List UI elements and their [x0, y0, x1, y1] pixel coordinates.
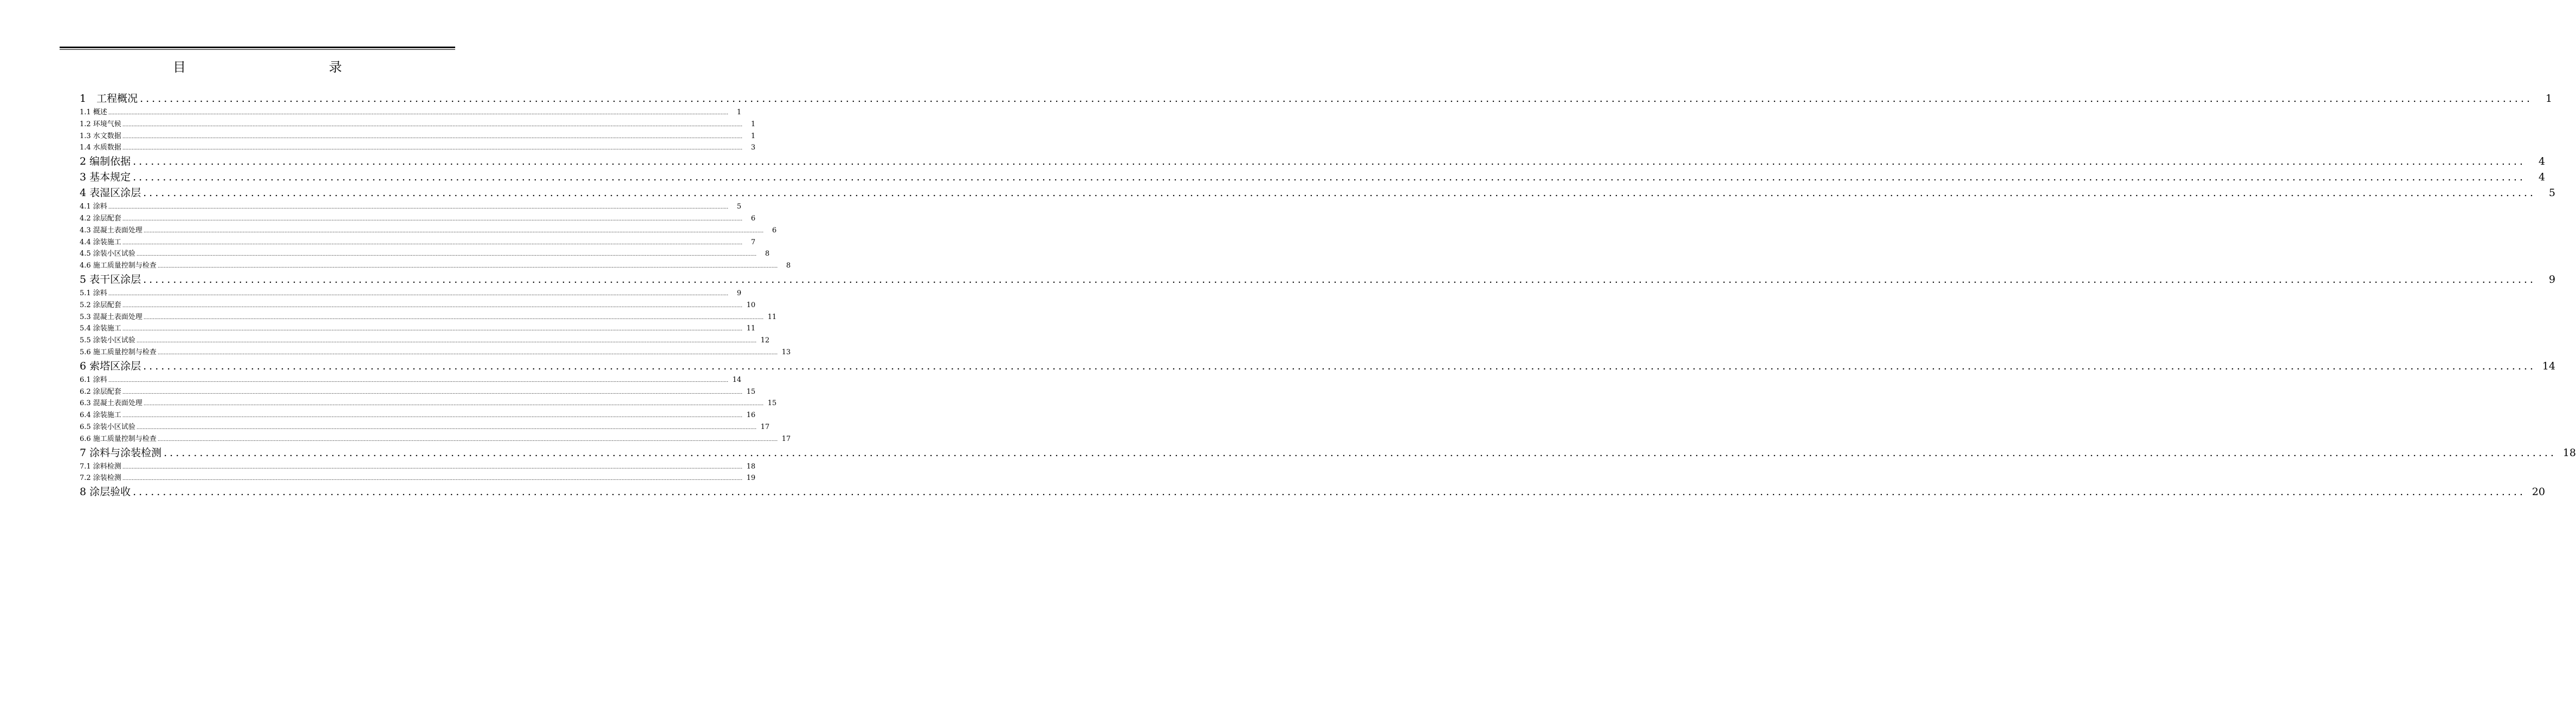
toc-entry-text: 1.2 环境气候 [80, 120, 121, 128]
toc-page-number: 8 [786, 262, 791, 270]
toc-page-number: 11 [767, 313, 777, 321]
toc-page-number: 11 [746, 324, 756, 333]
toc-page-number: 12 [760, 336, 770, 345]
toc-entry-text: 6.4 涂装施工 [80, 411, 121, 420]
toc-entry-text: 5.5 涂装小区试验 [80, 336, 135, 345]
toc-chapter-entry[interactable] [80, 272, 2555, 288]
toc-dot-leader: ................................................................................................................................................................................................................................................................................................................................................................................................................ [136, 339, 757, 344]
toc-dot-leader: ................................................................................................................................................................................................................................................................................................................................................................................................................ [122, 122, 743, 128]
toc-section-entry[interactable] [80, 410, 756, 421]
toc-dot-leader: ................................................................................................................................................................................................................................................................................................................................................................................................................ [122, 464, 743, 470]
toc-entry-text: 5.3 混凝土表面处理 [80, 313, 143, 321]
toc-dot-leader: ................................................................................................................................................................................................................................................................................................................................................................................................................ [164, 446, 2556, 459]
toc-page-number: 15 [767, 399, 777, 408]
toc-section-entry[interactable] [80, 260, 791, 272]
toc-entry-text: 5 表干区涂层 [80, 273, 141, 285]
toc-dot-leader: ................................................................................................................................................................................................................................................................................................................................................................................................................ [140, 93, 2533, 105]
toc-entry-text: 1 工程概况 [80, 93, 138, 105]
toc-dot-leader: ................................................................................................................................................................................................................................................................................................................................................................................................................ [143, 360, 2536, 372]
toc-section-entry[interactable] [80, 288, 742, 300]
toc-entry-text: 4.4 涂装施工 [80, 238, 121, 246]
toc-entry-text: 1.4 水质数据 [80, 144, 121, 152]
toc-dot-leader: ................................................................................................................................................................................................................................................................................................................................................................................................................ [133, 155, 2526, 168]
toc-entry-text: 5.6 施工质量控制与检查 [80, 348, 157, 356]
toc-section-entry[interactable] [80, 201, 742, 213]
toc-chapter-entry[interactable] [80, 185, 2555, 201]
toc-entry-text: 4.2 涂层配套 [80, 214, 121, 223]
toc-chapter-entry[interactable] [80, 445, 2576, 461]
toc-dot-leader: ................................................................................................................................................................................................................................................................................................................................................................................................................ [122, 134, 743, 140]
toc-entry-text: 6.1 涂料 [80, 375, 107, 384]
toc-dot-leader: ................................................................................................................................................................................................................................................................................................................................................................................................................ [108, 378, 729, 384]
toc-page-number: 5 [736, 203, 742, 211]
toc-page-number: 19 [746, 474, 756, 483]
toc-dot-leader: ................................................................................................................................................................................................................................................................................................................................................................................................................ [108, 291, 729, 297]
toc-entry-text: 3 基本规定 [80, 171, 131, 184]
toc-section-entry[interactable] [80, 225, 777, 237]
toc-entry-text: 4 表湿区涂层 [80, 187, 141, 199]
toc-dot-leader: ................................................................................................................................................................................................................................................................................................................................................................................................................ [122, 476, 743, 482]
toc-entry-text: 2 编制依据 [80, 155, 131, 168]
toc-entry-text: 7 涂料与涂装检测 [80, 446, 162, 459]
toc-page-number: 9 [2548, 273, 2555, 285]
toc-section-entry[interactable] [80, 300, 756, 311]
toc-dot-leader: ................................................................................................................................................................................................................................................................................................................................................................................................................ [122, 303, 743, 309]
toc-page-number: 18 [2562, 446, 2576, 459]
toc-section-entry[interactable] [80, 119, 756, 131]
toc-entry-text: 8 涂层验收 [80, 486, 131, 498]
toc-section-entry[interactable] [80, 248, 770, 260]
toc-section-entry[interactable] [80, 335, 770, 347]
table-of-contents [80, 91, 2576, 500]
toc-section-entry[interactable] [80, 213, 756, 225]
toc-dot-leader: ................................................................................................................................................................................................................................................................................................................................................................................................................ [122, 216, 743, 222]
toc-dot-leader: ................................................................................................................................................................................................................................................................................................................................................................................................................ [157, 437, 778, 443]
toc-dot-leader: ................................................................................................................................................................................................................................................................................................................................................................................................................ [157, 264, 778, 270]
toc-dot-leader: ................................................................................................................................................................................................................................................................................................................................................................................................................ [108, 205, 729, 211]
toc-dot-leader: ................................................................................................................................................................................................................................................................................................................................................................................................................ [122, 389, 743, 395]
toc-entry-text: 5.4 涂装施工 [80, 324, 121, 333]
toc-page-number: 1 [750, 132, 756, 140]
toc-dot-leader: ................................................................................................................................................................................................................................................................................................................................................................................................................ [122, 327, 743, 333]
toc-section-entry[interactable] [80, 323, 756, 335]
toc-section-entry[interactable] [80, 311, 777, 323]
toc-section-entry[interactable] [80, 421, 770, 433]
header-rule-thick [60, 47, 455, 48]
toc-section-entry[interactable] [80, 472, 756, 484]
toc-page-number: 13 [781, 348, 791, 356]
toc-chapter-entry[interactable] [80, 170, 2545, 185]
toc-entry-text: 5.2 涂层配套 [80, 301, 121, 309]
toc-title: 目 录 [173, 60, 381, 75]
toc-entry-text: 6 索塔区涂层 [80, 360, 141, 372]
toc-page-number: 17 [760, 422, 770, 431]
toc-dot-leader: ................................................................................................................................................................................................................................................................................................................................................................................................................ [157, 350, 778, 356]
toc-dot-leader: ................................................................................................................................................................................................................................................................................................................................................................................................................ [108, 110, 729, 116]
toc-page-number: 18 [746, 462, 756, 471]
toc-page-number: 17 [781, 434, 791, 443]
toc-entry-text: 6.2 涂层配套 [80, 387, 121, 396]
toc-dot-leader: ................................................................................................................................................................................................................................................................................................................................................................................................................ [122, 413, 743, 419]
toc-section-entry[interactable] [80, 131, 756, 142]
toc-page-number: 4 [2538, 171, 2545, 184]
toc-dot-leader: ................................................................................................................................................................................................................................................................................................................................................................................................................ [122, 240, 743, 246]
toc-dot-leader: ................................................................................................................................................................................................................................................................................................................................................................................................................ [133, 486, 2526, 498]
toc-entry-text: 7.2 涂装检测 [80, 474, 121, 483]
toc-page-number: 1 [2545, 93, 2552, 105]
toc-chapter-entry[interactable] [80, 154, 2545, 170]
toc-page-number: 10 [746, 301, 756, 309]
toc-dot-leader: ................................................................................................................................................................................................................................................................................................................................................................................................................ [133, 171, 2526, 184]
toc-section-entry[interactable] [80, 347, 791, 359]
toc-page-number: 8 [765, 250, 770, 258]
toc-dot-leader: ................................................................................................................................................................................................................................................................................................................................................................................................................ [136, 252, 757, 258]
toc-dot-leader: ................................................................................................................................................................................................................................................................................................................................................................................................................ [143, 315, 764, 321]
toc-entry-text: 1.1 概述 [80, 108, 107, 116]
toc-page-number: 7 [750, 238, 756, 246]
toc-entry-text: 7.1 涂料检测 [80, 462, 121, 471]
toc-dot-leader: ................................................................................................................................................................................................................................................................................................................................................................................................................ [143, 228, 764, 234]
toc-section-entry[interactable] [80, 386, 756, 398]
toc-page-number: 3 [750, 144, 756, 152]
toc-section-entry[interactable] [80, 237, 756, 249]
toc-page-number: 4 [2538, 155, 2545, 168]
toc-page-number: 5 [2548, 187, 2555, 199]
toc-section-entry[interactable] [80, 142, 756, 154]
toc-entry-text: 4.5 涂装小区试验 [80, 250, 135, 258]
toc-page-number: 6 [750, 214, 756, 223]
toc-dot-leader: ................................................................................................................................................................................................................................................................................................................................................................................................................ [143, 401, 764, 407]
toc-entry-text: 4.1 涂料 [80, 203, 107, 211]
toc-page-number: 9 [736, 289, 742, 297]
toc-page-number: 14 [2542, 360, 2555, 372]
toc-page-number: 20 [2532, 486, 2545, 498]
toc-chapter-entry[interactable] [80, 359, 2555, 374]
toc-dot-leader: ................................................................................................................................................................................................................................................................................................................................................................................................................ [122, 146, 743, 152]
toc-page-number: 1 [750, 120, 756, 128]
toc-section-entry[interactable] [80, 461, 756, 473]
toc-dot-leader: ................................................................................................................................................................................................................................................................................................................................................................................................................ [143, 187, 2536, 199]
toc-section-entry[interactable] [80, 433, 791, 445]
toc-entry-text: 1.3 水文数据 [80, 132, 121, 140]
toc-chapter-entry[interactable] [80, 91, 2552, 107]
toc-entry-text: 4.3 混凝土表面处理 [80, 226, 143, 235]
toc-section-entry[interactable] [80, 398, 777, 410]
toc-entry-text: 6.5 涂装小区试验 [80, 422, 135, 431]
toc-page-number: 16 [746, 411, 756, 420]
toc-entry-text: 5.1 涂料 [80, 289, 107, 297]
toc-chapter-entry[interactable] [80, 484, 2545, 500]
toc-section-entry[interactable] [80, 374, 742, 386]
toc-entry-text: 6.6 施工质量控制与检查 [80, 434, 157, 443]
toc-entry-text: 6.3 混凝土表面处理 [80, 399, 143, 408]
toc-dot-leader: ................................................................................................................................................................................................................................................................................................................................................................................................................ [136, 425, 757, 431]
toc-page-number: 14 [732, 375, 742, 384]
toc-page-number: 15 [746, 387, 756, 396]
toc-page-number: 6 [772, 226, 777, 235]
toc-dot-leader: ................................................................................................................................................................................................................................................................................................................................................................................................................ [143, 273, 2536, 285]
toc-entry-text: 4.6 施工质量控制与检查 [80, 262, 157, 270]
toc-page-number: 1 [736, 108, 742, 116]
header-rule-thin [60, 49, 455, 50]
toc-section-entry[interactable] [80, 107, 742, 119]
